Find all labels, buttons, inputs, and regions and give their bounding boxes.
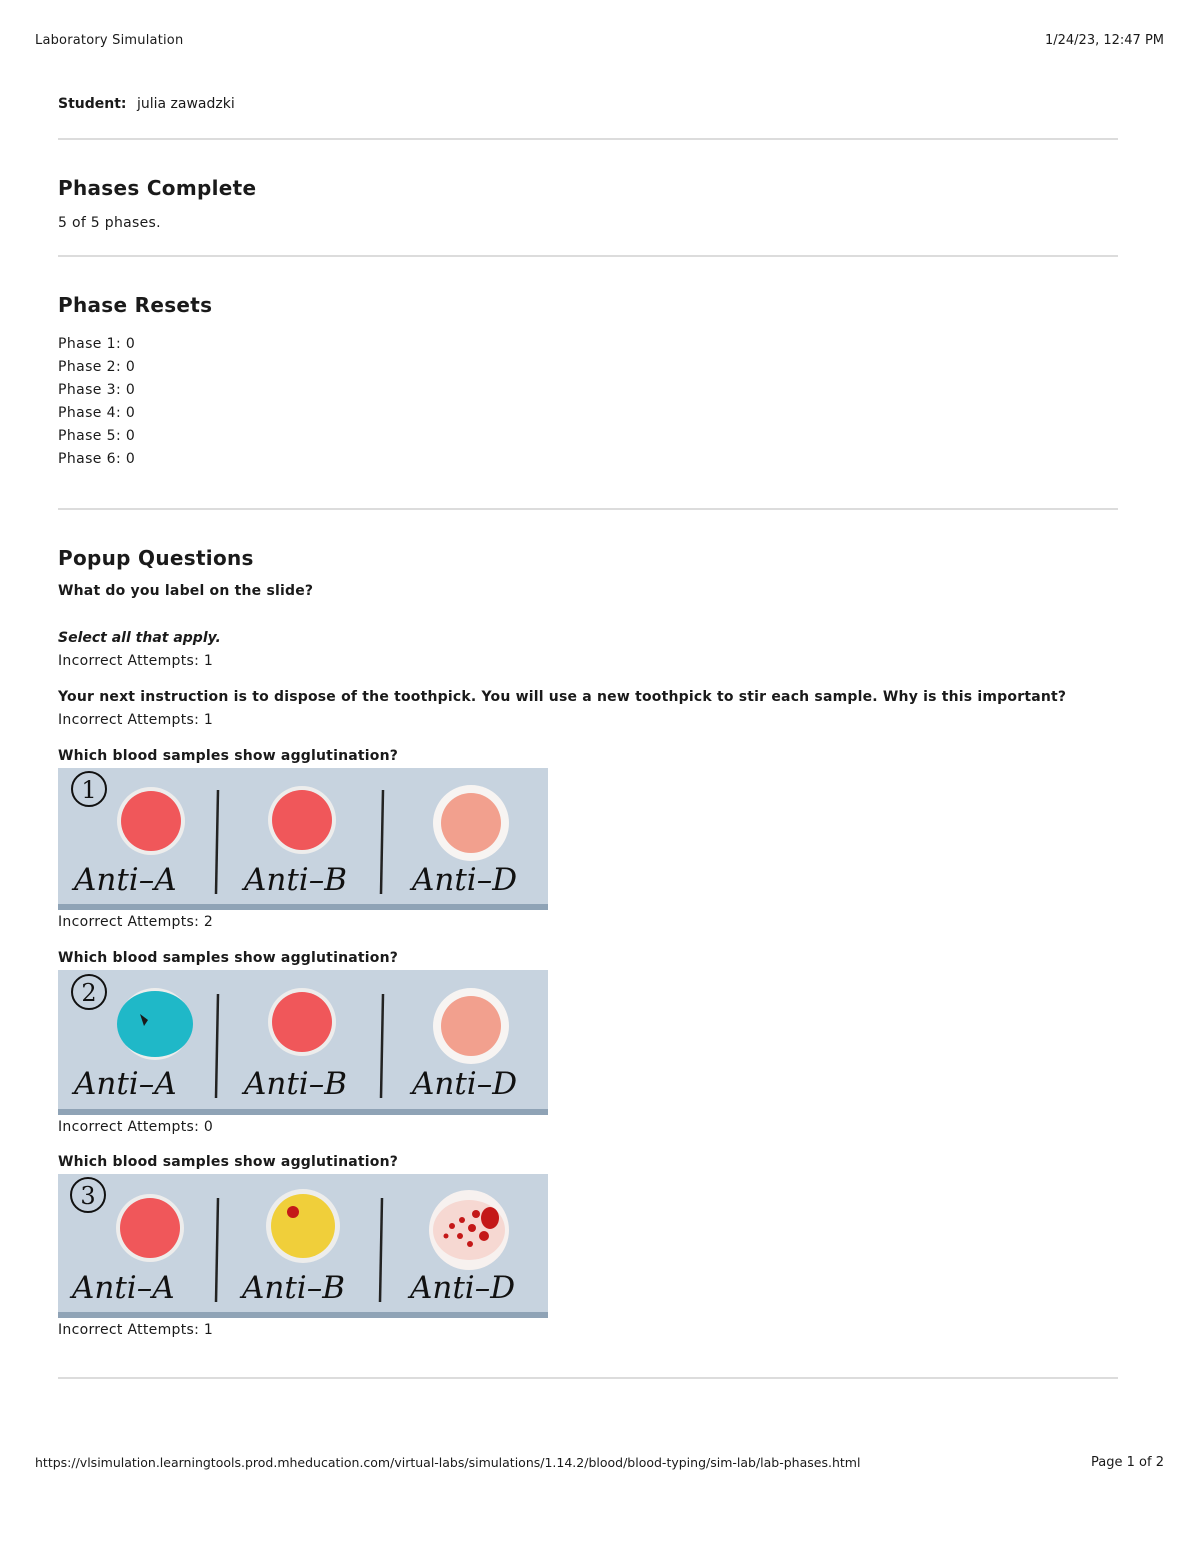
blood-sample-anti-a (120, 1198, 180, 1258)
incorrect-attempts: Incorrect Attempts: 2 (58, 914, 214, 930)
blood-slide-image (58, 768, 548, 910)
slide-label-anti-a: Anti–A (74, 862, 177, 898)
page-number: Page 1 of 2 (1091, 1455, 1164, 1470)
slide-label-anti-b: Anti–B (244, 862, 348, 898)
student-label: Student: (58, 96, 127, 112)
blood-sample-anti-d (441, 793, 501, 853)
slide-number: 2 (81, 979, 97, 1007)
student-row (58, 96, 235, 112)
incorrect-attempts: Incorrect Attempts: 1 (58, 712, 214, 728)
phase-reset-item: Phase 5: 0 (58, 428, 136, 444)
question-instruction: Select all that apply. (58, 630, 221, 646)
question-agglutination: Which blood samples show agglutination? (58, 950, 399, 966)
phases-complete-text: 5 of 5 phases. (58, 215, 161, 231)
blood-sample-anti-b (271, 1194, 335, 1258)
slide-label-anti-a: Anti–A (72, 1270, 175, 1306)
slide-label-anti-b: Anti–B (244, 1066, 348, 1102)
blood-sample-anti-d (441, 996, 501, 1056)
divider (58, 508, 1118, 510)
slide-label-anti-d: Anti–D (412, 862, 518, 898)
incorrect-attempts: Incorrect Attempts: 1 (58, 653, 214, 669)
blood-sample-anti-a (121, 791, 181, 851)
divider (58, 1377, 1118, 1379)
slide-label-anti-a: Anti–A (74, 1066, 177, 1102)
phase-reset-item: Phase 1: 0 (58, 336, 136, 352)
phase-reset-item: Phase 2: 0 (58, 359, 136, 375)
phase-reset-item: Phase 3: 0 (58, 382, 136, 398)
incorrect-attempts: Incorrect Attempts: 1 (58, 1322, 214, 1338)
phase-reset-item: Phase 6: 0 (58, 451, 136, 467)
phases-complete-heading: Phases Complete (58, 176, 257, 200)
phase-resets-heading: Phase Resets (58, 293, 213, 317)
slide-number: 1 (81, 776, 97, 804)
question-toothpick: Your next instruction is to dispose of the toothpick. You will use a new toothpick to stir each sample. Why is this important? (58, 689, 1067, 705)
blood-slide-image (58, 1174, 548, 1318)
question-agglutination: Which blood samples show agglutination? (58, 748, 399, 764)
slide-number: 3 (80, 1182, 96, 1210)
popup-questions-heading: Popup Questions (58, 546, 254, 570)
blood-sample-anti-b (272, 992, 332, 1052)
document-title: Laboratory Simulation (35, 33, 184, 48)
blood-sample-anti-a (117, 991, 193, 1057)
blood-slide-image (58, 970, 548, 1115)
phase-resets-list (58, 333, 135, 471)
slide-label-anti-d: Anti–D (410, 1270, 516, 1306)
slide-label-anti-d: Anti–D (412, 1066, 518, 1102)
print-datetime: 1/24/23, 12:47 PM (1044, 33, 1164, 48)
slide-label-anti-b: Anti–B (242, 1270, 346, 1306)
question-agglutination: Which blood samples show agglutination? (58, 1154, 399, 1170)
agglutination-clump (287, 1206, 299, 1218)
question-label-slide: What do you label on the slide? (58, 583, 314, 599)
divider (58, 138, 1118, 140)
divider (58, 255, 1118, 257)
student-name: julia zawadzki (136, 96, 235, 112)
phase-reset-item: Phase 4: 0 (58, 405, 136, 421)
page-url: https://vlsimulation.learningtools.prod.mheducation.com/virtual-labs/simulations/1.14.2/blood/blood-typing/sim-lab/lab-phases.html (35, 1455, 861, 1470)
incorrect-attempts: Incorrect Attempts: 0 (58, 1119, 214, 1135)
blood-sample-anti-b (272, 790, 332, 850)
